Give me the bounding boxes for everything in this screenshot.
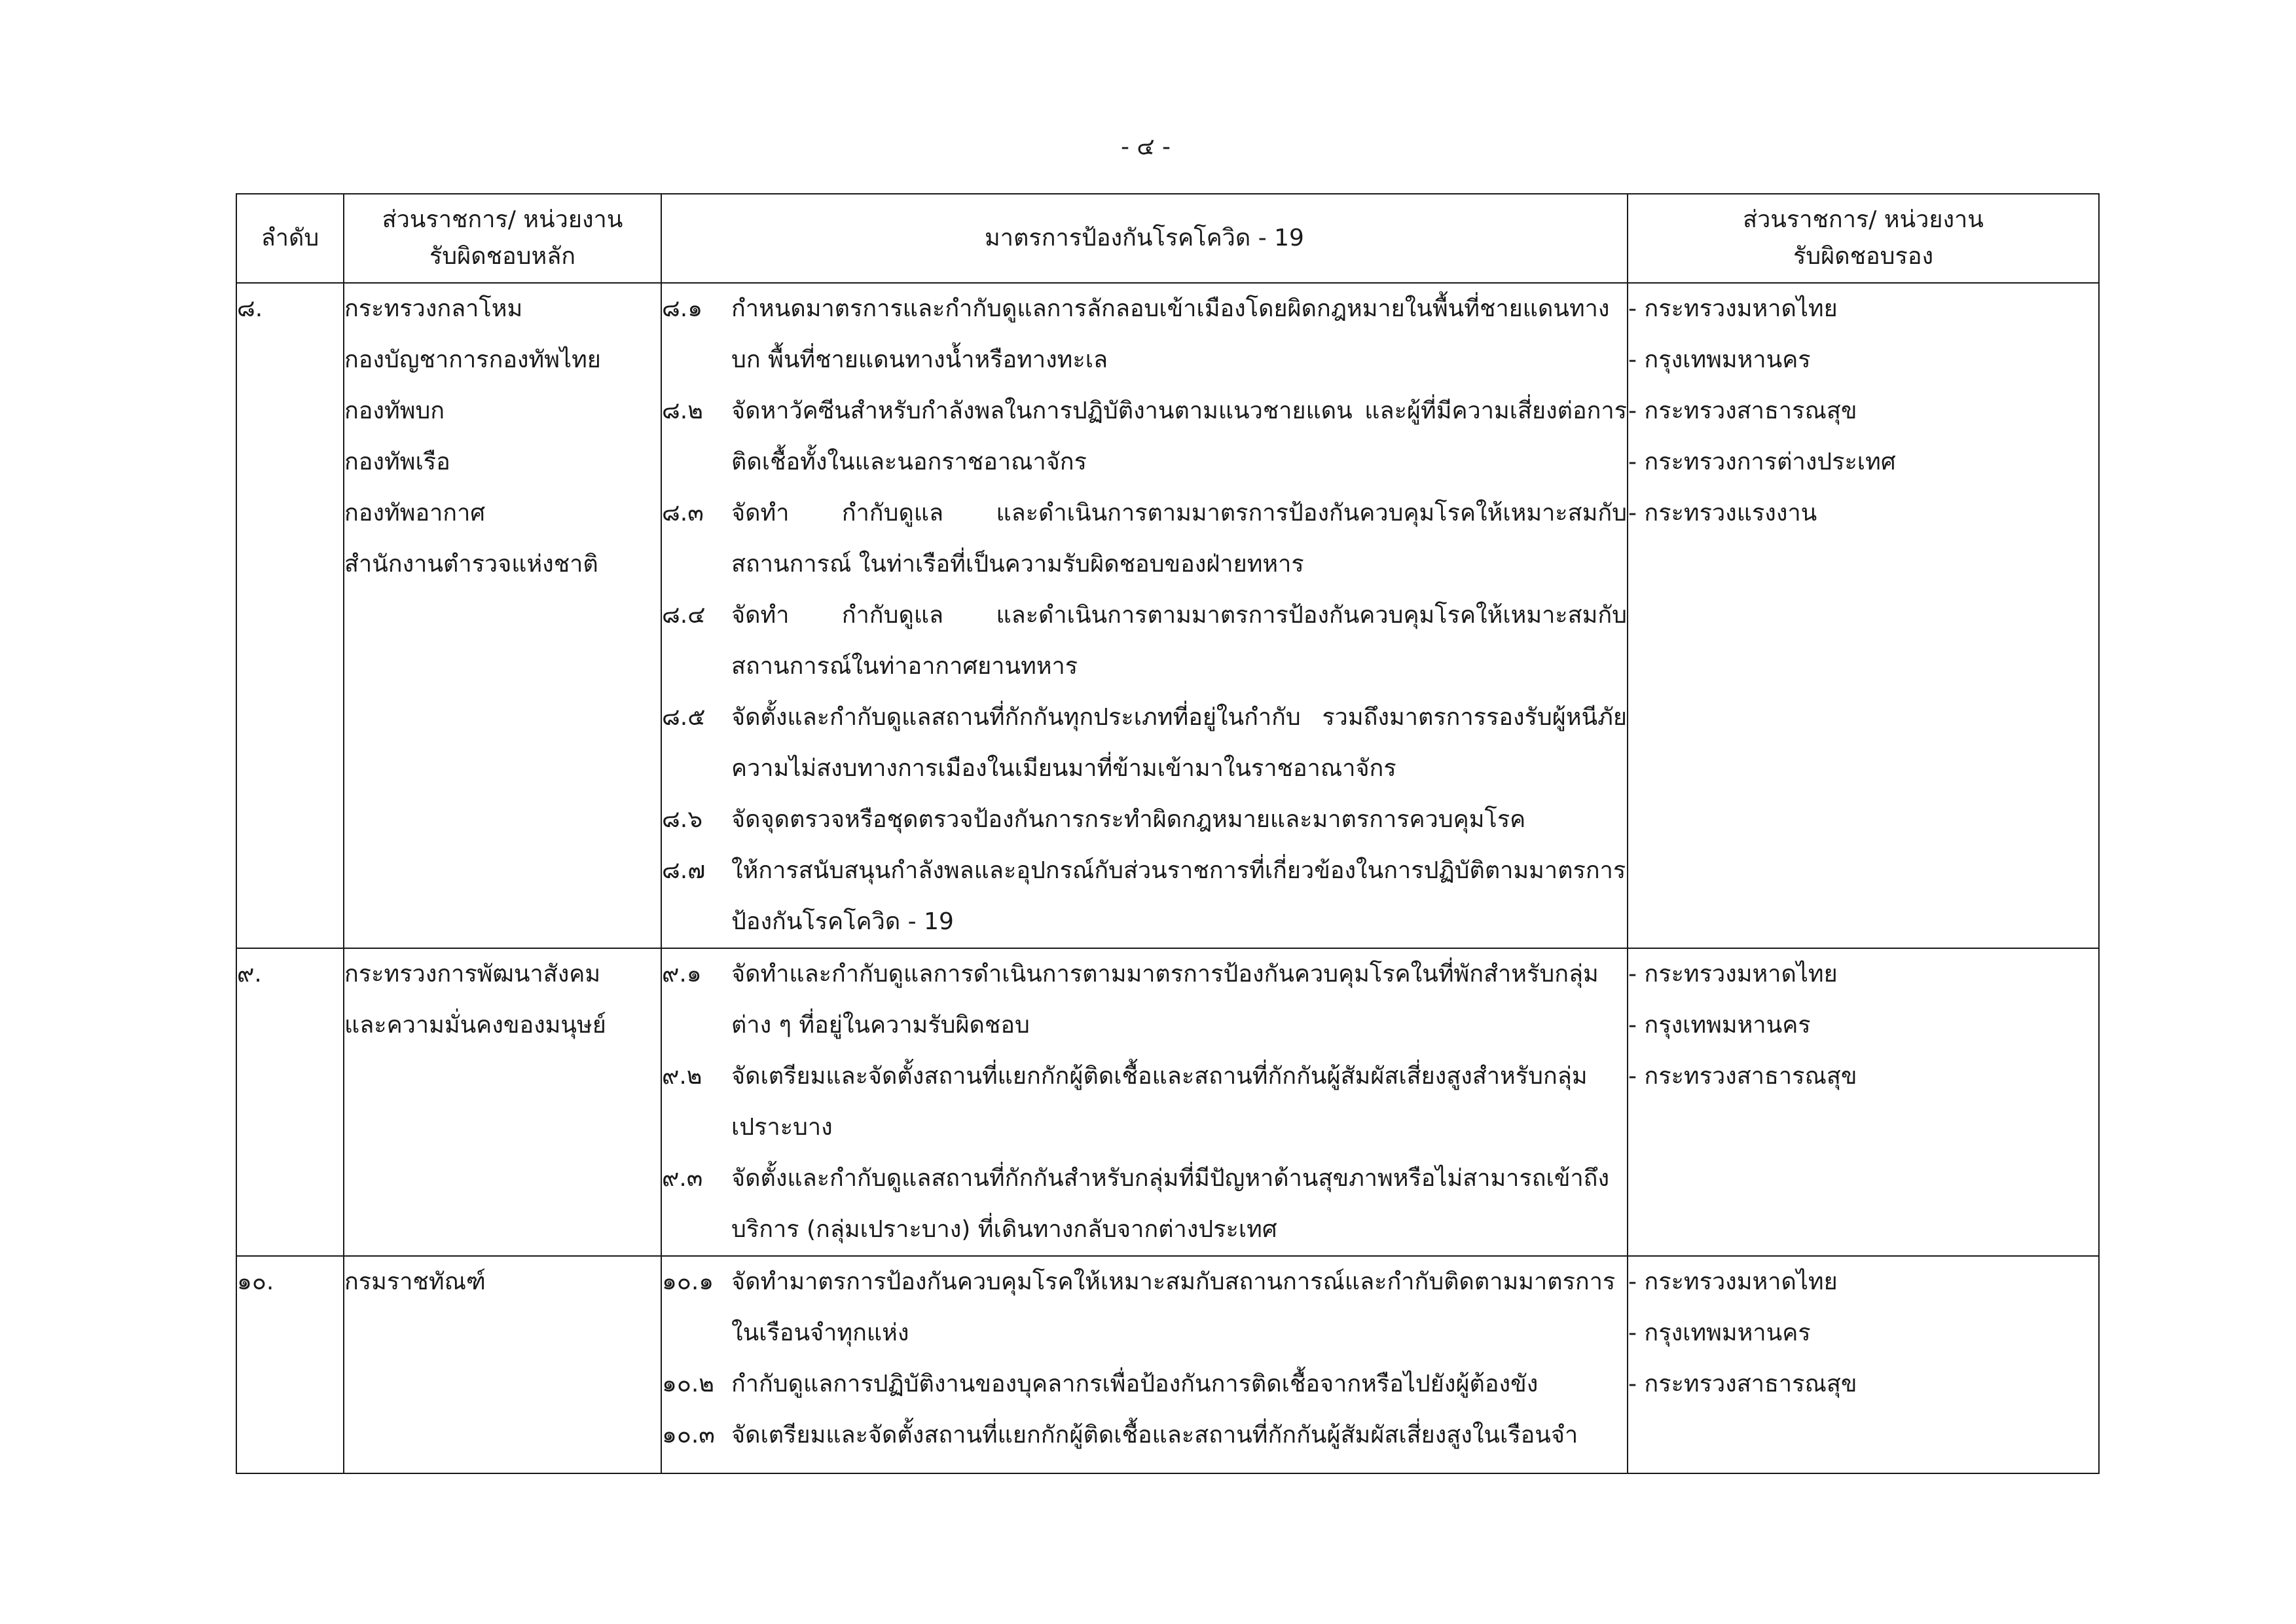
measures-table xyxy=(236,193,2100,1474)
table-row xyxy=(236,283,2099,948)
measure-number: ๙.๑ xyxy=(662,961,702,987)
row-number: ๑๐. xyxy=(236,1256,344,1473)
measure-item xyxy=(662,1359,1627,1410)
measure-item xyxy=(662,1051,1627,1153)
main-units-cell xyxy=(344,283,661,948)
measure-number: ๘.๔ xyxy=(662,602,706,629)
measure-item xyxy=(662,692,1627,794)
measure-number: ๘.๓ xyxy=(662,500,704,526)
measures-cell xyxy=(661,948,1628,1256)
measure-item xyxy=(662,794,1627,845)
measure-item xyxy=(662,590,1627,692)
main-unit: กองทัพบก xyxy=(344,397,445,424)
measure-item xyxy=(662,488,1627,590)
table-header-row xyxy=(236,194,2099,283)
header-secondary-line1: ส่วนราชการ/ หน่วยงาน xyxy=(1743,206,1984,233)
main-unit: กองทัพเรือ xyxy=(344,449,450,475)
secondary-unit: - กรุงเทพมหานคร xyxy=(1628,1320,1811,1346)
secondary-units-cell xyxy=(1628,1256,2099,1473)
measure-number: ๑๐.๒ xyxy=(662,1371,714,1397)
secondary-units-cell xyxy=(1628,948,2099,1256)
measure-number: ๘.๗ xyxy=(662,857,706,884)
main-unit: กระทรวงการพัฒนาสังคม xyxy=(344,961,601,987)
main-unit: กระทรวงกลาโหม xyxy=(344,295,523,322)
measure-text: กำกับดูแลการปฏิบัติงานของบุคลากรเพื่อป้องกันการติดเชื้อจากหรือไปยังผู้ต้องขัง xyxy=(731,1371,1539,1397)
secondary-unit: - กระทรวงแรงงาน xyxy=(1628,500,1817,526)
table-row xyxy=(236,1256,2099,1473)
measure-number: ๘.๑ xyxy=(662,295,703,322)
measure-text: จัดตั้งและกำกับดูแลสถานที่กักกันทุกประเภทที่อยู่ในกำกับ รวมถึงมาตรการรองรับผู้หนีภัยความไม่สงบทางการเมืองในเมียนมาที่ข้ามเข้ามาในราชอาณาจักร xyxy=(731,704,1627,782)
main-units-cell xyxy=(344,1256,661,1473)
measure-number: ๑๐.๑ xyxy=(662,1268,714,1295)
measure-item xyxy=(662,949,1627,1051)
measure-text: จัดตั้งและกำกับดูแลสถานที่กักกันสำหรับกลุ่มที่มีปัญหาด้านสุขภาพหรือไม่สามารถเข้าถึงบริการ (กลุ่มเปราะบาง) ที่เดินทางกลับจากต่างประเทศ xyxy=(731,1165,1610,1243)
secondary-unit: - กระทรวงสาธารณสุข xyxy=(1628,1371,1857,1397)
measure-number: ๑๐.๓ xyxy=(662,1422,715,1449)
secondary-unit: - กรุงเทพมหานคร xyxy=(1628,346,1811,373)
measure-text: จัดทำและกำกับดูแลการดำเนินการตามมาตรการป้องกันควบคุมโรคในที่พักสำหรับกลุ่มต่าง ๆ ที่อยู่ในความรับผิดชอบ xyxy=(731,961,1599,1039)
measure-item xyxy=(662,1257,1627,1359)
secondary-unit: - กระทรวงมหาดไทย xyxy=(1628,961,1838,987)
measure-number: ๘.๕ xyxy=(662,704,706,731)
measure-item xyxy=(662,1410,1627,1461)
page-number: - ๔ - xyxy=(1120,134,1171,160)
main-units-cell xyxy=(344,948,661,1256)
secondary-unit: - กระทรวงมหาดไทย xyxy=(1628,1268,1838,1295)
header-measure: มาตรการป้องกันโรคโควิด - 19 xyxy=(661,194,1628,283)
measure-number: ๘.๖ xyxy=(662,806,703,833)
measure-text: ให้การสนับสนุนกำลังพลและอุปกรณ์กับส่วนราชการที่เกี่ยวข้องในการปฏิบัติตามมาตรการป้องกันโรคโควิด - 19 xyxy=(731,857,1626,935)
measure-number: ๙.๓ xyxy=(662,1165,703,1192)
header-secondary-unit xyxy=(1628,194,2099,283)
measures-cell xyxy=(661,283,1628,948)
measure-text: จัดหาวัคซีนสำหรับกำลังพลในการปฏิบัติงานตามแนวชายแดน และผู้ที่มีความเสี่ยงต่อการติดเชื้อทั้งในและนอกราชอาณาจักร xyxy=(731,397,1627,475)
header-main-line2: รับผิดชอบหลัก xyxy=(429,243,576,270)
main-unit: กองบัญชาการกองทัพไทย xyxy=(344,346,601,373)
measure-text: จัดทำมาตรการป้องกันควบคุมโรคให้เหมาะสมกับสถานการณ์และกำกับติดตามมาตรการในเรือนจำทุกแห่ง xyxy=(731,1268,1616,1346)
main-unit: กองทัพอากาศ xyxy=(344,500,486,526)
secondary-unit: - กรุงเทพมหานคร xyxy=(1628,1012,1811,1039)
measure-item xyxy=(662,284,1627,386)
measure-item xyxy=(662,845,1627,948)
measure-text: จัดจุดตรวจหรือชุดตรวจป้องกันการกระทำผิดกฎหมายและมาตรการควบคุมโรค xyxy=(731,806,1526,833)
measure-text: จัดทำ กำกับดูแล และดำเนินการตามมาตรการป้องกันควบคุมโรคให้เหมาะสมกับสถานการณ์ในท่าอากาศยานทหาร xyxy=(731,602,1627,680)
header-main-line1: ส่วนราชการ/ หน่วยงาน xyxy=(382,206,623,233)
secondary-unit: - กระทรวงสาธารณสุข xyxy=(1628,1063,1857,1090)
measures-cell xyxy=(661,1256,1628,1473)
header-main-unit xyxy=(344,194,661,283)
measure-text: จัดเตรียมและจัดตั้งสถานที่แยกกักผู้ติดเชื้อและสถานที่กักกันผู้สัมผัสเสี่ยงสูงสำหรับกลุ่มเปราะบาง xyxy=(731,1063,1588,1141)
row-number: ๘. xyxy=(236,283,344,948)
header-secondary-line2: รับผิดชอบรอง xyxy=(1793,243,1934,270)
secondary-unit: - กระทรวงการต่างประเทศ xyxy=(1628,449,1896,475)
measure-text: กำหนดมาตรการและกำกับดูแลการลักลอบเข้าเมืองโดยผิดกฎหมายในพื้นที่ชายแดนทางบก พื้นที่ชายแดนทางน้ำหรือทางทะเล xyxy=(731,295,1610,373)
measure-number: ๙.๒ xyxy=(662,1063,702,1090)
main-unit: สำนักงานตำรวจแห่งชาติ xyxy=(344,551,598,578)
secondary-units-cell xyxy=(1628,283,2099,948)
secondary-unit: - กระทรวงมหาดไทย xyxy=(1628,295,1838,322)
secondary-unit: - กระทรวงสาธารณสุข xyxy=(1628,397,1857,424)
measure-item xyxy=(662,386,1627,488)
header-no: ลำดับ xyxy=(236,194,344,283)
measure-number: ๘.๒ xyxy=(662,397,703,424)
measure-text: จัดทำ กำกับดูแล และดำเนินการตามมาตรการป้องกันควบคุมโรคให้เหมาะสมกับสถานการณ์ ในท่าเรือที่เป็นความรับผิดชอบของฝ่ายทหาร xyxy=(731,500,1627,578)
measure-text: จัดเตรียมและจัดตั้งสถานที่แยกกักผู้ติดเชื้อและสถานที่กักกันผู้สัมผัสเสี่ยงสูงในเรือนจำ xyxy=(731,1422,1578,1449)
main-unit: กรมราชทัณฑ์ xyxy=(344,1268,486,1295)
table-row xyxy=(236,948,2099,1256)
row-number: ๙. xyxy=(236,948,344,1256)
measure-item xyxy=(662,1153,1627,1255)
main-unit: และความมั่นคงของมนุษย์ xyxy=(344,1012,606,1039)
